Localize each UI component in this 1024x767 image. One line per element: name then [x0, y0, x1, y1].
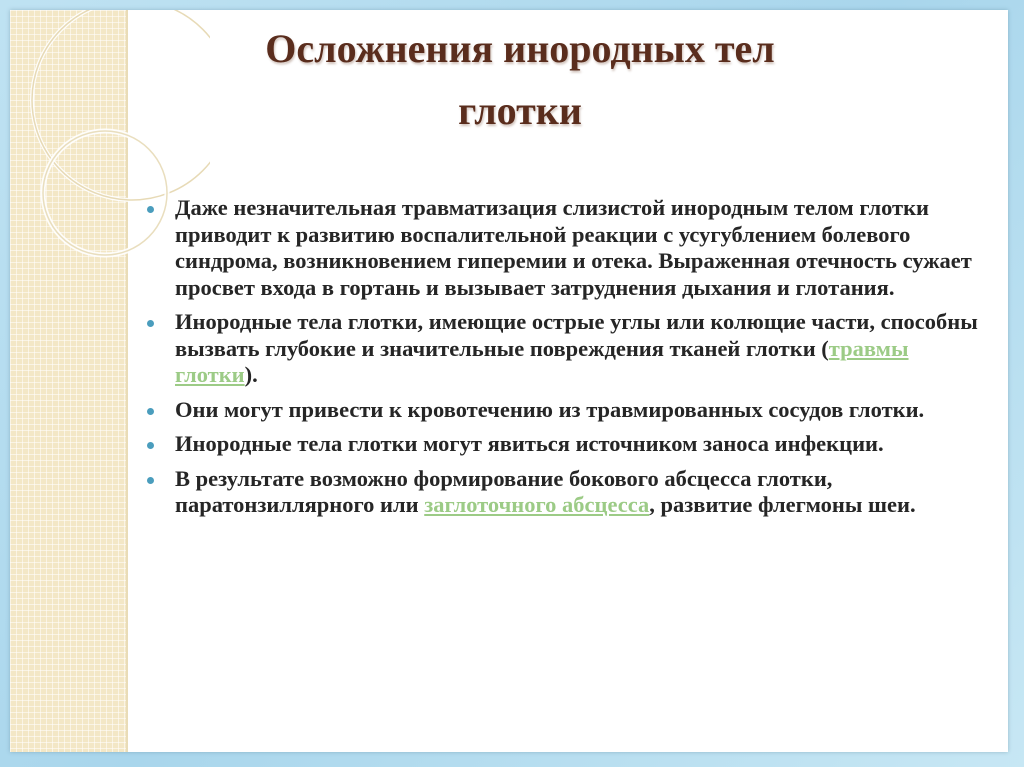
bullet-text: Даже незначительная травматизация слизистой инородным телом глотки приводит к развитию воспалительной реакции с усугублением болевого синдрома, возникновением гиперемии и отека. Выраженная отечность сужает просвет входа в гортань и вызывает затруднения дыхания и глотания.: [175, 195, 972, 300]
title-line-2: глотки: [458, 88, 582, 133]
bullet-item: [145, 309, 995, 389]
bullet-item: [145, 466, 995, 519]
bullet-text: Инородные тела глотки могут явиться источником заноса инфекции.: [175, 431, 884, 456]
bullet-dot-icon: [147, 442, 154, 449]
slide: [10, 10, 1008, 752]
bullet-item: [145, 431, 995, 458]
bullet-text: В результате возможно формирование бокового абсцесса глотки, паратонзиллярного или: [175, 465, 833, 517]
bullet-text: Они могут привести к кровотечению из травмированных сосудов глотки.: [175, 396, 925, 422]
link-retropharyngeal-abscess[interactable]: заглоточного абсцесса: [424, 492, 650, 517]
slide-title: [160, 18, 880, 142]
bullet-text: Инородные тела глотки, имеющие острые углы или колющие части, способны вызвать глубокие и значительные повреждения тканей глотки (: [175, 309, 978, 361]
bullet-item: [145, 195, 995, 301]
bullet-text-tail: , развитие флегмоны шеи.: [649, 492, 916, 517]
bullet-text-tail: ).: [244, 362, 258, 387]
bullet-list: [145, 195, 995, 527]
bullet-dot-icon: [147, 408, 154, 415]
bullet-dot-icon: [147, 320, 154, 327]
bullet-dot-icon: [147, 206, 154, 213]
link-throat-injuries[interactable]: травмы глотки: [175, 335, 909, 387]
bullet-item: [145, 397, 995, 424]
bullet-dot-icon: [147, 477, 154, 484]
title-line-1: Осложнения инородных тел: [265, 26, 775, 71]
